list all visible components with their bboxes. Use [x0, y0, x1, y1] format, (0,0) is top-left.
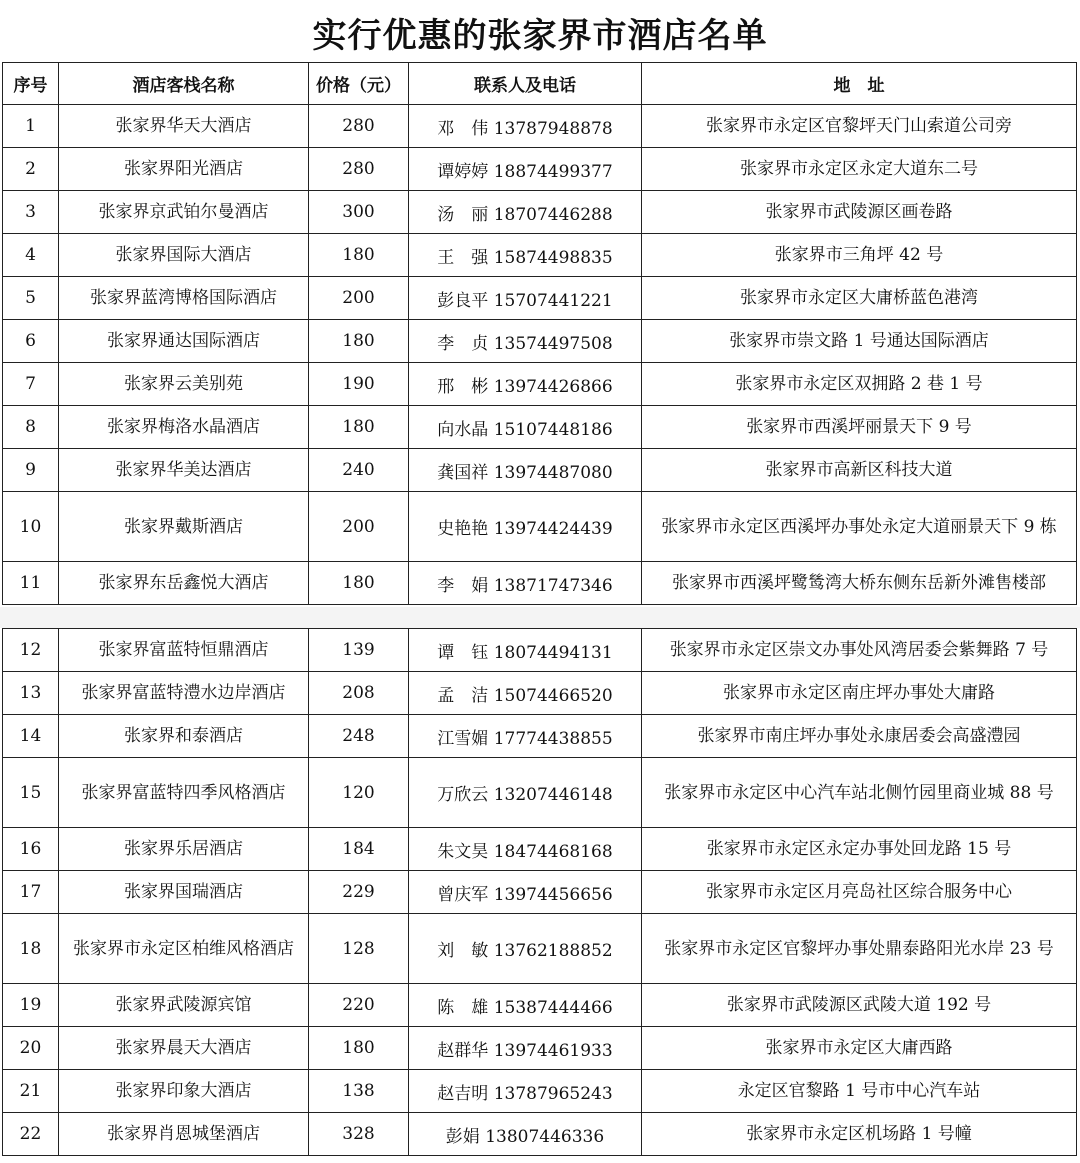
hotel-table-part-1 [2, 62, 1077, 605]
hotel-address: 张家界市崇文路 1 号通达国际酒店 [642, 320, 1077, 363]
row-number: 11 [3, 562, 59, 605]
hotel-price: 184 [309, 828, 409, 871]
row-number: 2 [3, 148, 59, 191]
hotel-contact: 谭婷婷 18874499377 [409, 148, 642, 191]
hotel-price: 180 [309, 406, 409, 449]
header-address: 地 址 [642, 63, 1077, 105]
hotel-name: 张家界乐居酒店 [59, 828, 309, 871]
hotel-price: 280 [309, 148, 409, 191]
hotel-name: 张家界富蓝特澧水边岸酒店 [59, 672, 309, 715]
hotel-address: 张家界市永定区月亮岛社区综合服务中心 [642, 871, 1077, 914]
table-row [3, 715, 1077, 758]
hotel-contact: 王 强 15874498835 [409, 234, 642, 277]
hotel-price: 200 [309, 277, 409, 320]
hotel-name: 张家界华美达酒店 [59, 449, 309, 492]
hotel-address: 张家界市武陵源区武陵大道 192 号 [642, 984, 1077, 1027]
table-row [3, 406, 1077, 449]
table-row [3, 562, 1077, 605]
hotel-name: 张家界和泰酒店 [59, 715, 309, 758]
hotel-contact: 江雪媚 17774438855 [409, 715, 642, 758]
row-number: 8 [3, 406, 59, 449]
row-number: 14 [3, 715, 59, 758]
row-number: 15 [3, 758, 59, 828]
row-number: 16 [3, 828, 59, 871]
header-name: 酒店客栈名称 [59, 63, 309, 105]
hotel-contact: 龚国祥 13974487080 [409, 449, 642, 492]
row-number: 1 [3, 105, 59, 148]
row-number: 17 [3, 871, 59, 914]
row-number: 4 [3, 234, 59, 277]
hotel-contact: 邢 彬 13974426866 [409, 363, 642, 406]
table-row [3, 1113, 1077, 1156]
hotel-price: 248 [309, 715, 409, 758]
table-row [3, 1070, 1077, 1113]
hotel-address: 张家界市永定区永定办事处回龙路 15 号 [642, 828, 1077, 871]
hotel-price: 208 [309, 672, 409, 715]
hotel-address: 张家界市三角坪 42 号 [642, 234, 1077, 277]
table-row [3, 914, 1077, 984]
hotel-name: 张家界晨天大酒店 [59, 1027, 309, 1070]
table-row [3, 449, 1077, 492]
hotel-address: 张家界市永定区大庸桥蓝色港湾 [642, 277, 1077, 320]
hotel-price: 229 [309, 871, 409, 914]
hotel-address: 永定区官黎路 1 号市中心汽车站 [642, 1070, 1077, 1113]
hotel-contact: 汤 丽 18707446288 [409, 191, 642, 234]
row-number: 5 [3, 277, 59, 320]
hotel-address: 张家界市高新区科技大道 [642, 449, 1077, 492]
hotel-table-part-2 [2, 628, 1077, 1156]
row-number: 7 [3, 363, 59, 406]
table-row [3, 871, 1077, 914]
table-row [3, 492, 1077, 562]
hotel-name: 张家界富蓝特四季风格酒店 [59, 758, 309, 828]
hotel-address: 张家界市永定区官黎坪办事处鼎泰路阳光水岸 23 号 [642, 914, 1077, 984]
hotel-address: 张家界市永定区官黎坪天门山索道公司旁 [642, 105, 1077, 148]
table-row [3, 191, 1077, 234]
header-contact: 联系人及电话 [409, 63, 642, 105]
table-row [3, 672, 1077, 715]
hotel-name: 张家界云美别苑 [59, 363, 309, 406]
hotel-contact: 史艳艳 13974424439 [409, 492, 642, 562]
row-number: 21 [3, 1070, 59, 1113]
row-number: 19 [3, 984, 59, 1027]
hotel-name: 张家界市永定区柏维风格酒店 [59, 914, 309, 984]
row-number: 9 [3, 449, 59, 492]
hotel-address: 张家界市永定区双拥路 2 巷 1 号 [642, 363, 1077, 406]
hotel-address: 张家界市永定区中心汽车站北侧竹园里商业城 88 号 [642, 758, 1077, 828]
hotel-contact: 赵群华 13974461933 [409, 1027, 642, 1070]
hotel-contact: 朱文昊 18474468168 [409, 828, 642, 871]
hotel-contact: 彭娟 13807446336 [409, 1113, 642, 1156]
table-row [3, 629, 1077, 672]
hotel-price: 328 [309, 1113, 409, 1156]
hotel-address: 张家界市永定区南庄坪办事处大庸路 [642, 672, 1077, 715]
hotel-contact: 陈 雄 15387444466 [409, 984, 642, 1027]
hotel-price: 240 [309, 449, 409, 492]
hotel-name: 张家界国际大酒店 [59, 234, 309, 277]
hotel-address: 张家界市南庄坪办事处永康居委会高盛澧园 [642, 715, 1077, 758]
hotel-contact: 孟 洁 15074466520 [409, 672, 642, 715]
hotel-address: 张家界市西溪坪鹭鸶湾大桥东侧东岳新外滩售楼部 [642, 562, 1077, 605]
table-row [3, 234, 1077, 277]
table-row [3, 277, 1077, 320]
hotel-name: 张家界富蓝特恒鼎酒店 [59, 629, 309, 672]
hotel-price: 128 [309, 914, 409, 984]
row-number: 10 [3, 492, 59, 562]
hotel-price: 200 [309, 492, 409, 562]
hotel-name: 张家界戴斯酒店 [59, 492, 309, 562]
row-number: 3 [3, 191, 59, 234]
hotel-price: 180 [309, 320, 409, 363]
hotel-price: 300 [309, 191, 409, 234]
hotel-contact: 曾庆军 13974456656 [409, 871, 642, 914]
header-no: 序号 [3, 63, 59, 105]
hotel-name: 张家界京武铂尔曼酒店 [59, 191, 309, 234]
hotel-name: 张家界阳光酒店 [59, 148, 309, 191]
table-header-row [3, 63, 1077, 105]
hotel-contact: 万欣云 13207446148 [409, 758, 642, 828]
hotel-price: 180 [309, 562, 409, 605]
hotel-address: 张家界市永定区大庸西路 [642, 1027, 1077, 1070]
table-row [3, 1027, 1077, 1070]
hotel-address: 张家界市永定区西溪坪办事处永定大道丽景天下 9 栋 [642, 492, 1077, 562]
hotel-name: 张家界国瑞酒店 [59, 871, 309, 914]
hotel-price: 180 [309, 234, 409, 277]
hotel-price: 120 [309, 758, 409, 828]
table-row [3, 320, 1077, 363]
table-row [3, 984, 1077, 1027]
hotel-contact: 赵吉明 13787965243 [409, 1070, 642, 1113]
hotel-address: 张家界市西溪坪丽景天下 9 号 [642, 406, 1077, 449]
row-number: 20 [3, 1027, 59, 1070]
hotel-name: 张家界通达国际酒店 [59, 320, 309, 363]
hotel-price: 180 [309, 1027, 409, 1070]
hotel-name: 张家界梅洛水晶酒店 [59, 406, 309, 449]
hotel-name: 张家界印象大酒店 [59, 1070, 309, 1113]
hotel-name: 张家界武陵源宾馆 [59, 984, 309, 1027]
hotel-name: 张家界蓝湾博格国际酒店 [59, 277, 309, 320]
hotel-price: 138 [309, 1070, 409, 1113]
header-price: 价格（元） [309, 63, 409, 105]
row-number: 18 [3, 914, 59, 984]
hotel-contact: 邓 伟 13787948878 [409, 105, 642, 148]
hotel-name: 张家界东岳鑫悦大酒店 [59, 562, 309, 605]
hotel-address: 张家界市永定区机场路 1 号幢 [642, 1113, 1077, 1156]
page-title: 实行优惠的张家界市酒店名单 [312, 16, 768, 56]
table-row [3, 758, 1077, 828]
hotel-contact: 彭良平 15707441221 [409, 277, 642, 320]
table-row [3, 363, 1077, 406]
hotel-address: 张家界市武陵源区画卷路 [642, 191, 1077, 234]
row-number: 13 [3, 672, 59, 715]
hotel-contact: 谭 钰 18074494131 [409, 629, 642, 672]
row-number: 22 [3, 1113, 59, 1156]
hotel-name: 张家界华天大酒店 [59, 105, 309, 148]
hotel-price: 280 [309, 105, 409, 148]
hotel-price: 220 [309, 984, 409, 1027]
hotel-name: 张家界肖恩城堡酒店 [59, 1113, 309, 1156]
hotel-price: 139 [309, 629, 409, 672]
hotel-contact: 李 娟 13871747346 [409, 562, 642, 605]
hotel-price: 190 [309, 363, 409, 406]
hotel-contact: 李 贞 13574497508 [409, 320, 642, 363]
hotel-contact: 刘 敏 13762188852 [409, 914, 642, 984]
page-break-gap [0, 607, 1080, 628]
hotel-address: 张家界市永定区崇文办事处风湾居委会紫舞路 7 号 [642, 629, 1077, 672]
table-row [3, 105, 1077, 148]
hotel-contact: 向水晶 15107448186 [409, 406, 642, 449]
table-row [3, 828, 1077, 871]
row-number: 12 [3, 629, 59, 672]
row-number: 6 [3, 320, 59, 363]
hotel-address: 张家界市永定区永定大道东二号 [642, 148, 1077, 191]
table-row [3, 148, 1077, 191]
